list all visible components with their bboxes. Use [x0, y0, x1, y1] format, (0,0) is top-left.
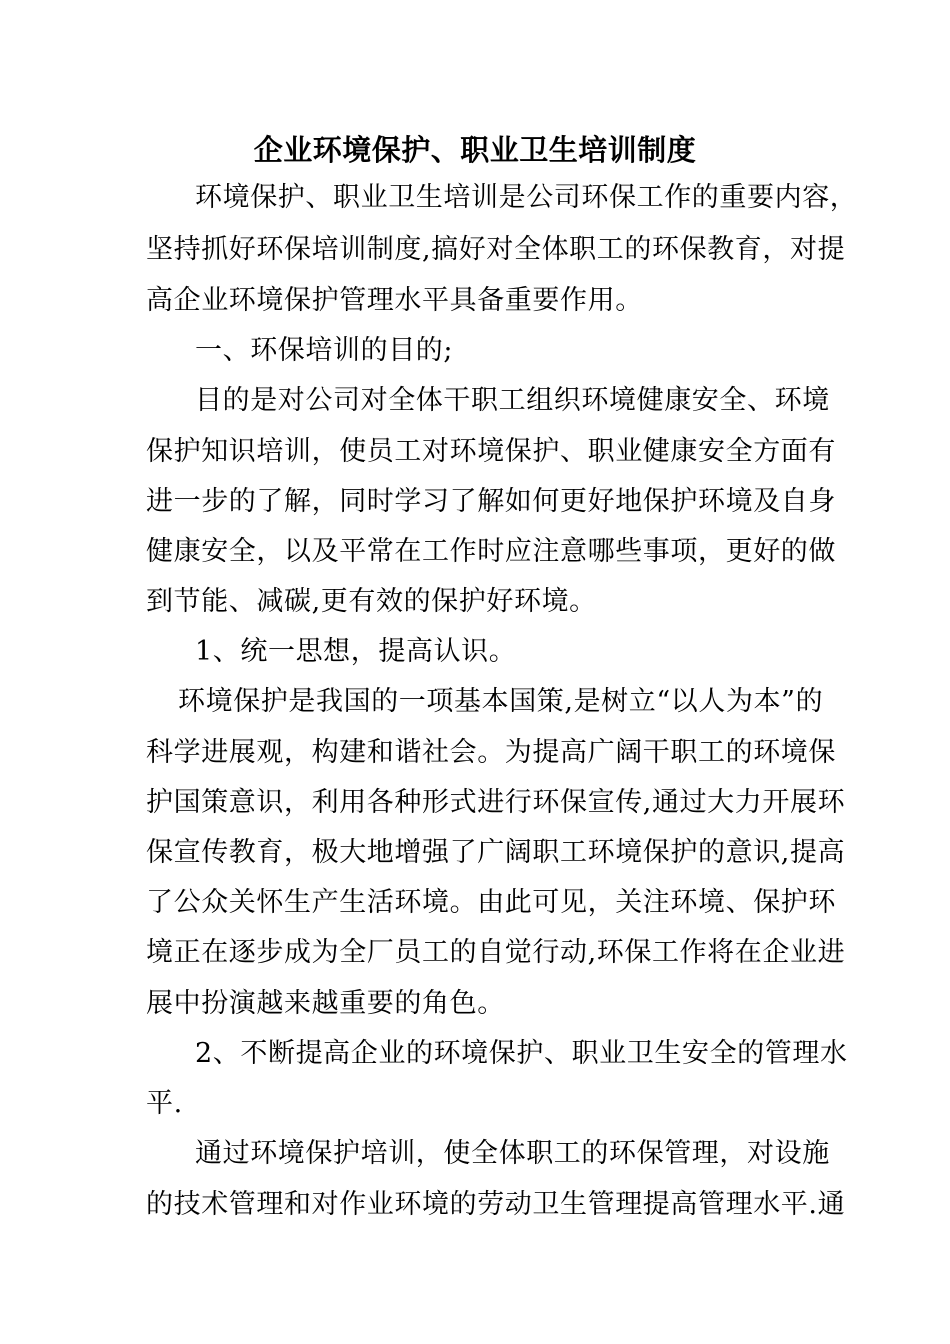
paragraph-line: 通过环境保护培训，使全体职工的环保管理，对设施 — [195, 1138, 830, 1169]
paragraph-line: 环境保护是我国的一项基本国策,是树立“以人为本”的 — [178, 686, 824, 717]
paragraph-line: 环境保护、职业卫生培训是公司环保工作的重要内容， — [195, 182, 858, 213]
paragraph-line: 展中扮演越来越重要的角色。 — [146, 988, 505, 1019]
paragraph-line: 科学进展观，构建和谐社会。为提高广阔干职工的环境保 — [146, 737, 836, 768]
paragraph-line: 保宣传教育，极大地增强了广阔职工环境保护的意识,提高 — [146, 837, 846, 868]
paragraph-line: 境正在逐步成为全厂员工的自觉行动,环保工作将在企业进 — [146, 937, 846, 968]
paragraph-line: 的技术管理和对作业环境的劳动卫生管理提高管理水平.通 — [146, 1189, 846, 1220]
paragraph-line: 健康安全，以及平常在工作时应注意哪些事项，更好的做 — [146, 536, 836, 567]
paragraph-line: 坚持抓好环保培训制度,搞好对全体职工的环保教育，对提 — [146, 234, 846, 265]
document-title: 企业环境保护、职业卫生培训制度 — [253, 133, 697, 167]
paragraph-line: 护国策意识，利用各种形式进行环保宣传,通过大力开展环 — [146, 787, 846, 818]
section-heading: 2、不断提高企业的环境保护、职业卫生安全的管理水 — [195, 1038, 848, 1069]
paragraph-line: 目的是对公司对全体干职工组织环境健康安全、环境 — [195, 385, 830, 416]
paragraph-line: 了公众关怀生产生活环境。由此可见，关注环境、保护环 — [146, 887, 836, 918]
paragraph-line: 进一步的了解，同时学习了解如何更好地保护环境及自身 — [146, 486, 836, 517]
section-heading: 1、统一思想，提高认识。 — [195, 636, 517, 667]
paragraph-line: 到节能、减碳,更有效的保护好环境。 — [146, 586, 597, 617]
section-heading: 平. — [146, 1088, 183, 1119]
paragraph-line: 保护知识培训，使员工对环境保护、职业健康安全方面有 — [146, 436, 836, 467]
section-heading: 一、环保培训的目的; — [195, 335, 454, 366]
paragraph-line: 高企业环境保护管理水平具备重要作用。 — [146, 285, 643, 316]
